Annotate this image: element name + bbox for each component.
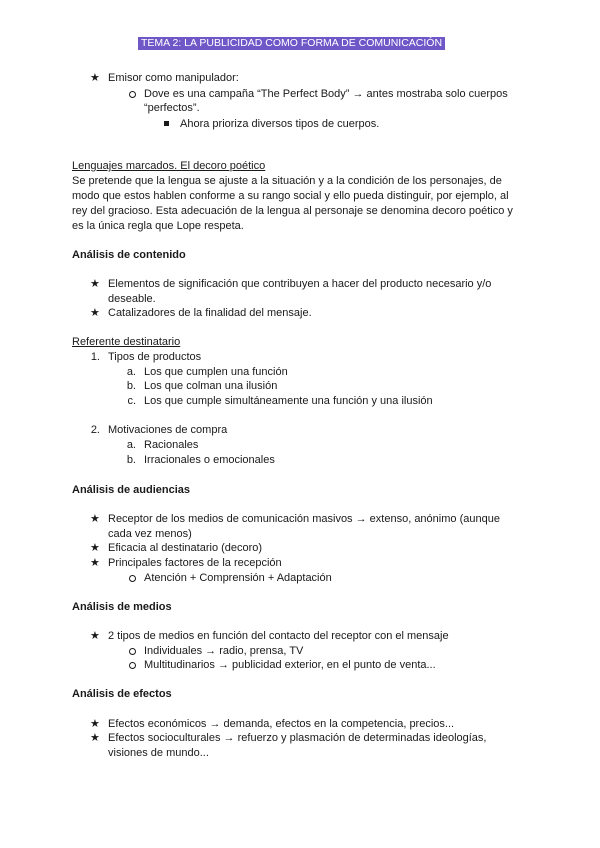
circle-bullet-icon <box>129 575 136 582</box>
circle-bullet-icon <box>129 648 136 655</box>
contenido-item1-line2: deseable. <box>108 293 156 305</box>
audiencias-title: Análisis de audiencias <box>72 484 190 496</box>
medios-title: Análisis de medios <box>72 601 172 613</box>
emisor-item: Emisor como manipulador: <box>108 72 239 84</box>
star-bullet-icon: ★ <box>90 278 100 290</box>
star-bullet-icon: ★ <box>90 732 100 744</box>
star-bullet-icon: ★ <box>90 557 100 569</box>
star-bullet-icon: ★ <box>90 72 100 84</box>
efectos-title: Análisis de efectos <box>72 688 172 700</box>
efectos-item1: Efectos económicos → demanda, efectos en la competencia, precios... <box>108 718 455 730</box>
lenguajes-line: es la única regla que Lope respeta. <box>72 220 244 232</box>
star-bullet-icon: ★ <box>90 513 100 525</box>
star-bullet-icon: ★ <box>90 718 100 730</box>
star-bullet-icon: ★ <box>90 630 100 642</box>
emisor-sub-line1: Dove es una campaña “The Perfect Body” → antes mostraba solo cuerpos <box>144 88 508 100</box>
list-item: Racionales <box>144 439 199 451</box>
list-number: 2. <box>90 424 100 436</box>
audiencias-item1-line1: Receptor de los medios de comunicación masivos → extenso, anónimo (aunque <box>108 513 500 525</box>
audiencias-sub: Atención + Comprensión + Adaptación <box>144 572 332 584</box>
square-bullet-icon <box>164 121 169 126</box>
list-item: Los que colman una ilusión <box>144 380 278 392</box>
list-letter: b. <box>126 454 136 466</box>
contenido-item1-line1: Elementos de significación que contribuyen a hacer del producto necesario y/o <box>108 278 492 290</box>
circle-bullet-icon <box>129 662 136 669</box>
list-item: Los que cumple simultáneamente una función y una ilusión <box>144 395 433 407</box>
medios-item: 2 tipos de medios en función del contacto del receptor con el mensaje <box>108 630 449 642</box>
list-item: Irracionales o emocionales <box>144 454 275 466</box>
referente-list2-label: Motivaciones de compra <box>108 424 228 436</box>
list-item: Los que cumplen una función <box>144 366 288 378</box>
circle-bullet-icon <box>129 91 136 98</box>
audiencias-item2: Eficacia al destinatario (decoro) <box>108 542 263 554</box>
list-number: 1. <box>90 351 100 363</box>
medios-sub2: Multitudinarios → publicidad exterior, en el punto de venta... <box>144 659 436 671</box>
star-bullet-icon: ★ <box>90 307 100 319</box>
lenguajes-line: modo que estos hablen conforme a su rango social y ello pueda distinguir, por ejemplo, al <box>72 190 509 202</box>
list-letter: c. <box>127 395 136 407</box>
star-bullet-icon: ★ <box>90 542 100 554</box>
efectos-item2-line2: visiones de mundo... <box>108 747 209 759</box>
medios-sub1: Individuales → radio, prensa, TV <box>144 645 304 657</box>
lenguajes-line: Se pretende que la lengua se ajuste a la situación y a la condición de los personajes, de <box>72 175 502 187</box>
contenido-title: Análisis de contenido <box>72 249 186 261</box>
referente-list1-label: Tipos de productos <box>108 351 202 363</box>
page-title: TEMA 2: LA PUBLICIDAD COMO FORMA DE COMUNICACIÓN <box>138 37 445 50</box>
list-letter: a. <box>126 439 136 451</box>
emisor-sub-line2: “perfectos”. <box>144 102 200 114</box>
list-letter: b. <box>126 380 136 392</box>
audiencias-item3: Principales factores de la recepción <box>108 557 282 569</box>
referente-title: Referente destinatario <box>72 336 181 348</box>
audiencias-item1-line2: cada vez menos) <box>108 528 192 540</box>
lenguajes-line: rey del gracioso. Esta adecuación de la lengua al personaje se denomina decoro poético y <box>72 205 513 217</box>
list-letter: a. <box>126 366 136 378</box>
emisor-subsub: Ahora prioriza diversos tipos de cuerpos. <box>180 118 380 130</box>
lenguajes-title: Lenguajes marcados. El decoro poético <box>72 160 266 172</box>
efectos-item2-line1: Efectos socioculturales → refuerzo y plasmación de determinadas ideologías, <box>108 732 487 744</box>
contenido-item2: Catalizadores de la finalidad del mensaje. <box>108 307 312 319</box>
